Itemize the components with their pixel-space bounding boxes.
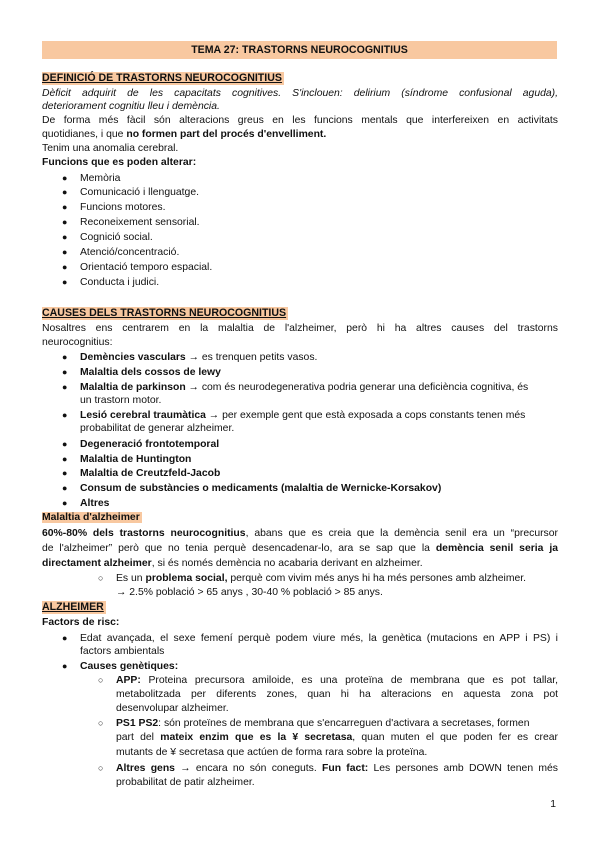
- definition-italic-line: deteriorament cognitiu lleu i demència.: [42, 101, 220, 112]
- alzheimer-paragraph-line: directament alzheimer, si és només demència no acabaria derivant en alzheimer.: [42, 558, 423, 569]
- list-item: Memòria: [80, 173, 121, 184]
- sub-bullet: ○: [98, 763, 104, 773]
- bullet: ●: [62, 382, 68, 392]
- sub-list-item-continuation: mutants de ¥ secretasa que actúen de forma rara sobre la proteïna.: [116, 747, 428, 758]
- section-heading-definition: DEFINICIÓ DE TRASTORNS NEUROCOGNITIUS: [42, 72, 282, 84]
- list-item: Lesió cerebral traumàtica → per exemple gent que està exposada a cops constants tenen més: [80, 410, 526, 421]
- risk-factors-title: Factors de risc:: [42, 617, 120, 628]
- list-item: Malaltia de Huntington: [80, 454, 192, 465]
- alzheimer-paragraph-line: 60%-80% dels trastorns neurocognitius, abans que es creia que la demència senil era un “precursor: [42, 528, 558, 539]
- causes-intro-line: neurocognitius:: [42, 337, 113, 348]
- list-item: Conducta i judici.: [80, 277, 160, 288]
- bullet: ●: [62, 187, 68, 197]
- list-item: Causes genètiques:: [80, 661, 179, 672]
- section-heading-causes: CAUSES DELS TRASTORNS NEUROCOGNITIUS: [42, 307, 287, 319]
- list-item: Malaltia dels cossos de lewy: [80, 367, 221, 378]
- bullet: ●: [62, 352, 68, 362]
- bullet: ●: [62, 173, 68, 183]
- bullet: ●: [62, 468, 68, 478]
- list-item: Reconeixement sensorial.: [80, 217, 200, 228]
- bullet: ●: [62, 277, 68, 287]
- sub-list-item: Altres gens → encara no són coneguts. Fun fact: Les persones amb DOWN tenen més: [116, 763, 558, 774]
- list-item: Demències vasculars → es trenquen petits vasos.: [80, 352, 318, 363]
- sub-list-item-continuation: part del mateix enzim que es la ¥ secretasa, quan muten el que poden fer es crear: [116, 732, 558, 743]
- list-item: Cognició social.: [80, 232, 153, 243]
- bullet: ●: [62, 661, 68, 671]
- list-item: Consum de substàncies o medicaments (malaltia de Wernicke-Korsakov): [80, 483, 442, 494]
- page-number: 1: [550, 799, 556, 810]
- bullet: ●: [62, 232, 68, 242]
- bullet: ●: [62, 367, 68, 377]
- list-item: Altres: [80, 498, 110, 509]
- list-item-continuation: factors ambientals: [80, 646, 165, 657]
- list-item-continuation: un trastorn motor.: [80, 395, 162, 406]
- bullet: ●: [62, 633, 68, 643]
- bullet: ●: [62, 247, 68, 257]
- definition-paragraph-line: quotidianes, i que no formen part del procés d'envelliment.: [42, 129, 327, 140]
- list-item: Funcions motores.: [80, 202, 166, 213]
- bullet: ●: [62, 262, 68, 272]
- bullet: ●: [62, 498, 68, 508]
- bullet: ●: [62, 439, 68, 449]
- bullet: ●: [62, 217, 68, 227]
- list-item: Malaltia de Creutzfeld-Jacob: [80, 468, 221, 479]
- sub-list-item-continuation: desenvolupar alzheimer.: [116, 703, 229, 714]
- list-item: Atenció/concentració.: [80, 247, 180, 258]
- list-item: Malaltia de parkinson → com és neurodegenerativa podria generar una deficiència cognitiva, és: [80, 382, 529, 393]
- list-item-continuation: probabilitat de generar alzheimer.: [80, 423, 235, 434]
- sub-bullet: ○: [98, 675, 104, 685]
- bullet: ●: [62, 483, 68, 493]
- definition-italic-line: Dèficit adquirit de les capacitats cognitives. S'inclouen: delirium (síndrome confusional aguda),: [42, 88, 558, 99]
- bullet: ●: [62, 410, 68, 420]
- sub-list-item: PS1 PS2: són proteïnes de membrana que s'encarreguen d'activara a secretases, formen: [116, 718, 530, 729]
- causes-intro-line: Nosaltres ens centrarem en la malaltia de l'alzheimer, però hi ha altres causes del trastorns: [42, 323, 558, 334]
- bullet: ●: [62, 454, 68, 464]
- list-item: Orientació temporo espacial.: [80, 262, 213, 273]
- page-title: TEMA 27: TRASTORNS NEUROCOGNITIUS: [42, 41, 557, 59]
- alzheimer-paragraph-line: de l'alzheimer” però que no tenia perquè desencadenar-lo, ara se sap que la demència senil seria ja: [42, 543, 558, 554]
- sub-list-item-continuation: → 2.5% població > 65 anys , 30-40 % població > 85 anys.: [116, 587, 383, 598]
- sub-list-item-continuation: metabolitzada per diferents zones, quan hi ha alteracions en aquesta zona pot: [116, 689, 558, 700]
- sub-list-item: APP: Proteina precursora amiloide, es una proteïna de membrana que es pot tallar,: [116, 675, 558, 686]
- list-item: Comunicació i llenguatge.: [80, 187, 199, 198]
- sub-bullet: ○: [98, 718, 104, 728]
- section-heading-alzheimer: ALZHEIMER: [42, 601, 104, 613]
- sub-bullet: ○: [98, 573, 104, 583]
- functions-title: Funcions que es poden alterar:: [42, 157, 197, 168]
- list-item: Edat avançada, el sexe femení perquè podem viure més, la genètica (mutacions en APP i PS) i: [80, 633, 558, 644]
- definition-anomaly-line: Tenim una anomalia cerebral.: [42, 143, 179, 154]
- alzheimer-subheading: Malaltia d'alzheimer: [42, 512, 140, 523]
- sub-list-item-continuation: probabilitat de patir alzheimer.: [116, 777, 255, 788]
- list-item: Degeneració frontotemporal: [80, 439, 220, 450]
- bullet: ●: [62, 202, 68, 212]
- sub-list-item: Es un problema social, perquè com vivim més anys hi ha més persones amb alzheimer.: [116, 573, 527, 584]
- definition-paragraph-line: De forma més fàcil són alteracions greus en les funcions mentals que interfereixen en activitats: [42, 115, 558, 126]
